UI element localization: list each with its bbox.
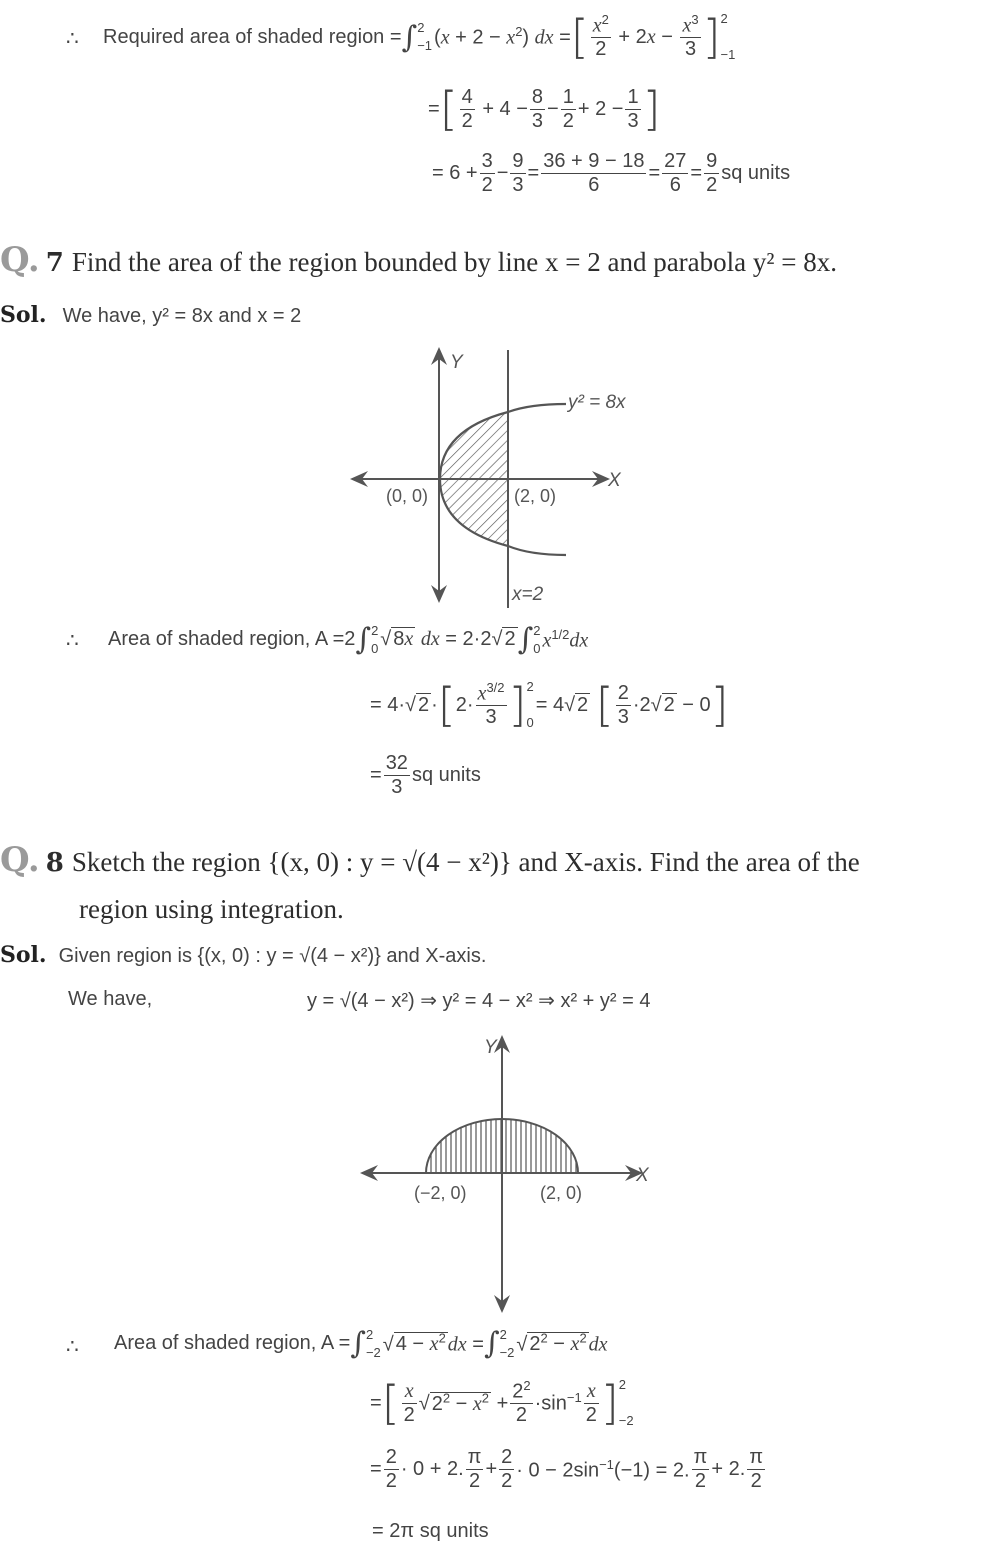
point-label: (2, 0) xyxy=(514,486,557,506)
q6-integrand: $(x + 2 - x^2)$ dx = xyxy=(434,24,571,49)
integral-sign: ∫ xyxy=(401,19,418,55)
sol-label: Sol. xyxy=(0,302,47,328)
fraction: $\frac{x^3}{3}$ xyxy=(682,11,699,61)
question-number: 8 xyxy=(45,848,64,878)
upper-limit: 2 xyxy=(720,11,728,27)
q6-line3: = 6 + $\frac{3}{2}$ − $\frac{9}{3}$ = $\frac{36 + 9 - 18}{6}$ = $\frac{27}{6}$ = $\frac{9}{2}$ sq units xyxy=(432,150,791,196)
q6-line1-label: Required area of shaded region = xyxy=(103,25,402,48)
x-axis-label: X xyxy=(636,1165,649,1186)
question-number: 7 xyxy=(45,248,64,278)
origin-label: (0, 0) xyxy=(386,486,429,506)
fraction: $\frac{x^2}{2}$ xyxy=(592,11,609,61)
q7-step3: = $\frac{32}{3}$ sq units xyxy=(370,752,481,798)
q-mark: Q. xyxy=(0,840,40,880)
left-point-label: (−2, 0) xyxy=(414,1183,467,1203)
we-have-label: We have, xyxy=(68,988,153,1010)
lower-limit: −1 xyxy=(720,47,736,62)
derivation: y = √(4 − x²) ⇒ y² = 4 − x² ⇒ x² + y² = 4 xyxy=(307,990,651,1012)
step1-label: Area of shaded region, A = xyxy=(108,628,345,651)
integral-limits xyxy=(417,19,432,54)
q7-therefore-symbol: ∴ xyxy=(66,630,79,652)
q6-line1: Required area of shaded region = ∫ 2 −1 $(x + 2 - x^2)$ dx = [ $\frac{x^2}{2}$ + 2x − $\frac{x^3}{3}$ ] 2 −1 xyxy=(103,10,736,64)
question-text: Find the area of the region bounded by line x = 2 and parabola y² = 8x. xyxy=(71,247,837,277)
sol-intro-text: Given region is {(x, 0) : y = √(4 − x²)} and X-axis. xyxy=(58,945,487,967)
q7-parabola-figure xyxy=(340,340,670,620)
right-point-label: (2, 0) xyxy=(540,1183,583,1203)
q6-line2: = [ $\frac{4}{2}$ + 4 − $\frac{8}{3}$ − $\frac{1}{2}$ + 2 − $\frac{1}{3}$ ] xyxy=(428,82,661,136)
left-bracket: [ xyxy=(570,10,589,64)
q8-step2: = [ $\frac{x}{2}$ √ $2^2 - x^2$ + $\frac{2^2}{2}$ $\cdot\sin^{-1}$ $\frac{x}{2}$ ] 2 −2 xyxy=(370,1376,634,1430)
q7-step2: = 4·√ 2 · [ 2· $\frac{x^{3/2}}{3}$ ] 2 0 = 4√ 2 [ $\frac{2}{3}$ ·2√ 2 − 0 ] xyxy=(370,678,729,732)
question-text-line1: Sketch the region {(x, 0) : y = √(4 − x²)} and X-axis. Find the area of the xyxy=(71,847,860,877)
sol-intro-text: We have, y² = 8x and x = 2 xyxy=(62,305,302,327)
upper-limit: 2 xyxy=(417,20,425,36)
right-bracket: ] xyxy=(702,10,721,64)
sol-label: Sol. xyxy=(0,942,47,968)
lower-limit: −1 xyxy=(417,38,433,53)
q7-heading xyxy=(0,240,837,280)
q8-solution-intro xyxy=(0,942,486,968)
x-axis-label: X xyxy=(608,470,621,491)
curve-label: y² = 8x xyxy=(568,392,626,413)
q8-semicircle-figure xyxy=(350,1025,670,1315)
y-axis-label: Y xyxy=(484,1037,497,1058)
q7-solution-intro xyxy=(0,302,301,328)
question-text-line2: region using integration. xyxy=(79,894,344,924)
y-axis-label: Y xyxy=(450,352,463,373)
step1-label: Area of shaded region, A = xyxy=(114,1332,351,1355)
q8-step1: Area of shaded region, A = ∫ 2 −2 √ $4 - x^2$ dx = ∫ 2 −2 √ $2^2 - x^2$ dx xyxy=(114,1326,608,1362)
q8-heading xyxy=(0,840,860,880)
q8-therefore-symbol: ∴ xyxy=(66,1336,79,1358)
q8-step4: = 2π sq units xyxy=(372,1520,489,1542)
q-mark: Q. xyxy=(0,240,40,280)
q6-therefore-symbol: ∴ xyxy=(66,28,79,50)
line-label: x=2 xyxy=(512,584,544,605)
bracket-limits xyxy=(721,10,736,63)
q8-step3: = $\frac{2}{2}$ · 0 + 2. $\frac{\pi}{2}$ + $\frac{2}{2}$ · $0 - 2\sin^{-1}(-1) = 2$. $\frac{\pi}{2}$ + 2. $\frac{\pi}{2}$ xyxy=(370,1446,764,1492)
q7-step1: Area of shaded region, A = 2 ∫ 2 0 √ 8x dx = 2·2√ 2 ∫ 2 0 $x^{1/2}dx$ xyxy=(108,622,589,658)
